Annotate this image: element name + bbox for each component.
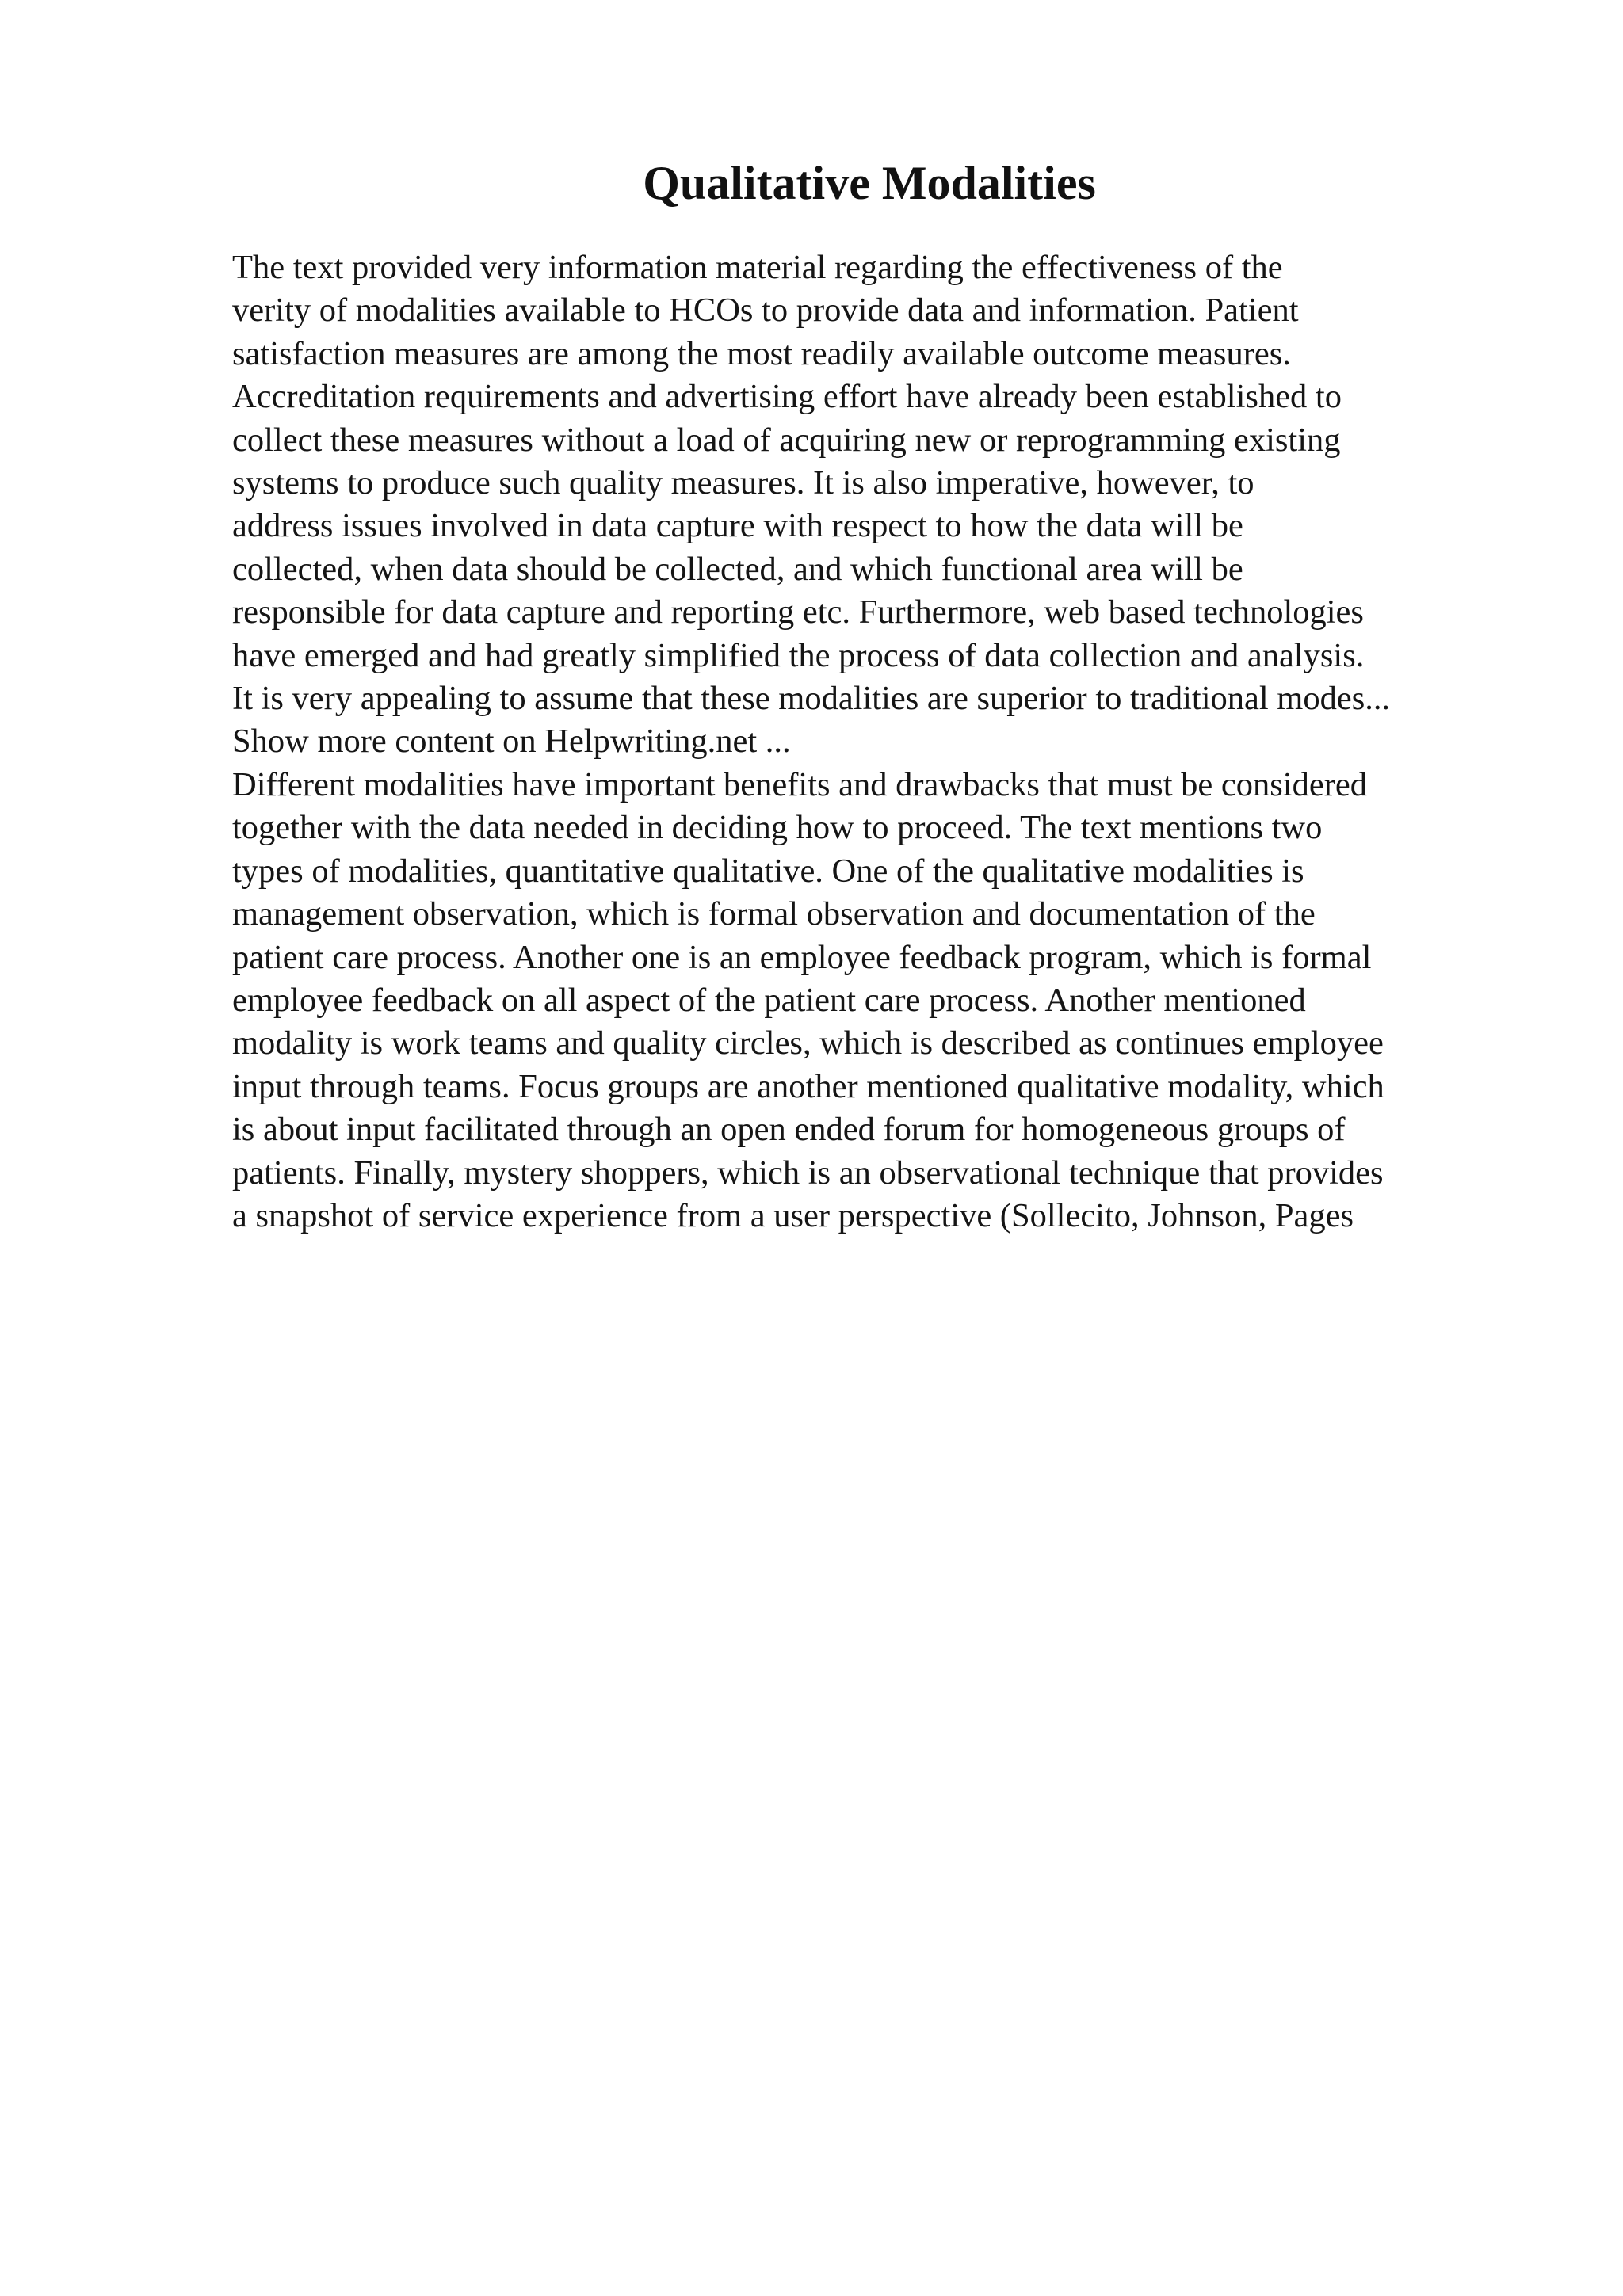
body-line: responsible for data capture and reporting etc. Furthermore, web based technologies	[232, 593, 1364, 631]
body-line: address issues involved in data capture with respect to how the data will be	[232, 507, 1243, 545]
body-line: input through teams. Focus groups are another mentioned qualitative modality, which	[232, 1067, 1384, 1105]
document-title: Qualitative Modalities	[643, 157, 1096, 209]
body-line: patients. Finally, mystery shoppers, which is an observational technique that provides	[232, 1154, 1384, 1192]
body-line: Different modalities have important benefits and drawbacks that must be considered	[232, 765, 1367, 803]
body-line: have emerged and had greatly simplified the process of data collection and analysis.	[232, 636, 1365, 674]
body-line: collected, when data should be collected, and which functional area will be	[232, 550, 1243, 588]
body-line: It is very appealing to assume that these modalities are superior to traditional modes...	[232, 680, 1391, 718]
document-body	[232, 246, 1516, 1238]
body-line: verity of modalities available to HCOs to provide data and information. Patient	[232, 292, 1299, 330]
body-line: The text provided very information material regarding the effectiveness of the	[232, 249, 1283, 286]
body-line: management observation, which is formal observation and documentation of the	[232, 895, 1316, 933]
body-line: satisfaction measures are among the most readily available outcome measures.	[232, 334, 1291, 372]
show-more-link[interactable]: Show more content on Helpwriting.net ...	[232, 723, 791, 761]
body-line: collect these measures without a load of acquiring new or reprogramming existing	[232, 421, 1341, 459]
body-line: types of modalities, quantitative qualitative. One of the qualitative modalities is	[232, 852, 1304, 890]
body-line: patient care process. Another one is an employee feedback program, which is formal	[232, 938, 1372, 976]
body-line: Accreditation requirements and advertising effort have already been established to	[232, 378, 1342, 416]
body-line: a snapshot of service experience from a user perspective (Sollecito, Johnson, Pages	[232, 1196, 1354, 1234]
body-line: systems to produce such quality measures. It is also imperative, however, to	[232, 464, 1254, 502]
body-line: employee feedback on all aspect of the patient care process. Another mentioned	[232, 981, 1306, 1019]
body-line: modality is work teams and quality circles, which is described as continues employee	[232, 1024, 1384, 1062]
body-line: is about input facilitated through an open ended forum for homogeneous groups of	[232, 1111, 1346, 1149]
body-line: together with the data needed in deciding how to proceed. The text mentions two	[232, 809, 1323, 847]
